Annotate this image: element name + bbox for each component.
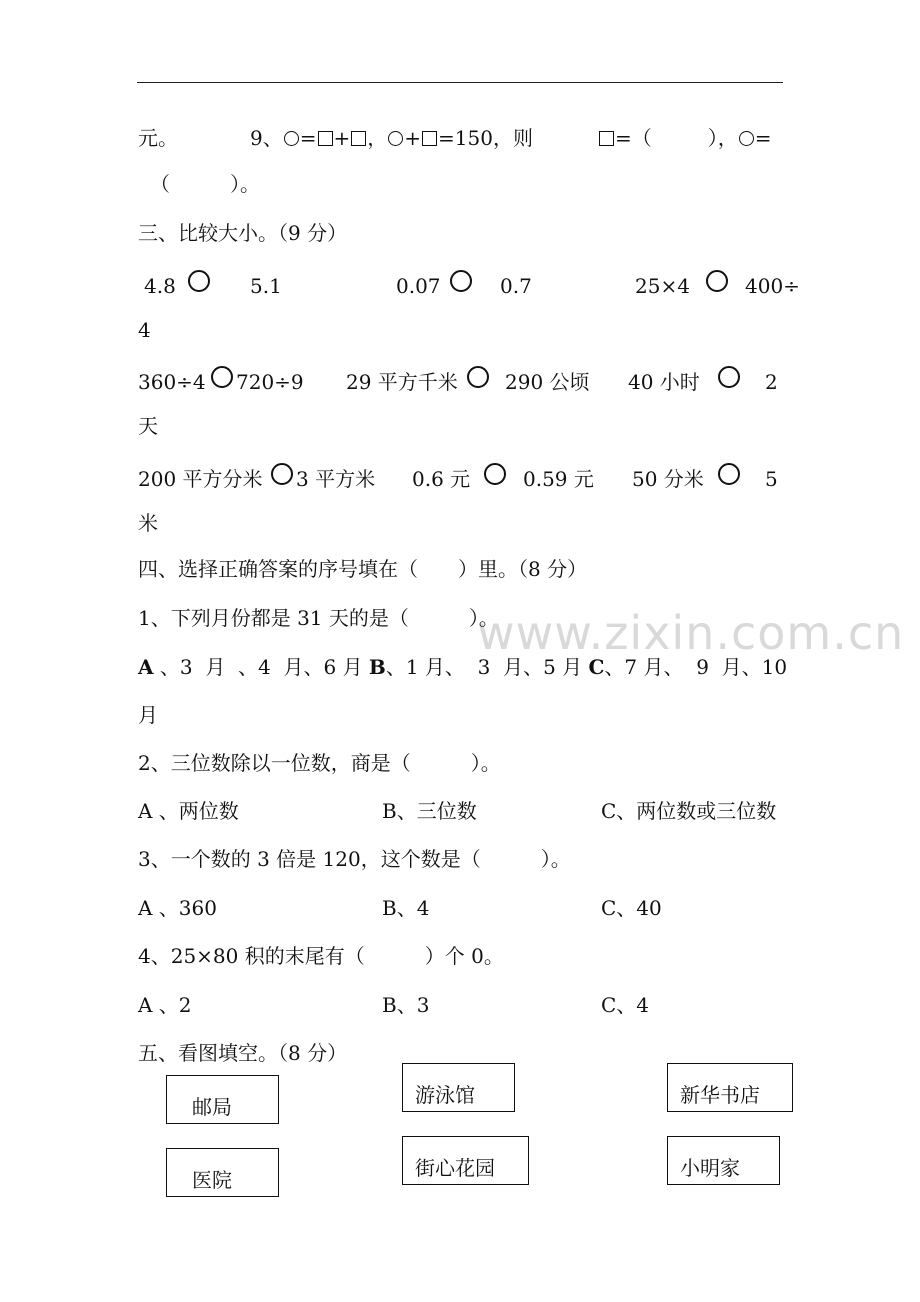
q3-option-b: B、4 <box>382 896 430 920</box>
cmp-r1b-left: 0.07 <box>396 274 441 298</box>
q3-option-c: C、40 <box>601 896 662 920</box>
q9-answer-circle: （ ）。 <box>150 172 260 196</box>
q3-option-a: A 、360 <box>138 896 217 920</box>
q1-option-b-text: 、1 月、 3 月、5 月 <box>385 655 589 679</box>
square-symbol-icon <box>599 131 614 146</box>
q2-option-c: C、两位数或三位数 <box>601 799 777 823</box>
compare-circle[interactable] <box>718 463 740 485</box>
q3-stem: 3、一个数的 3 倍是 120，这个数是（ ）。 <box>138 847 571 871</box>
q4-option-a: A 、2 <box>138 993 192 1017</box>
q4-stem: 4、25×80 积的末尾有（ ）个 0。 <box>138 944 504 968</box>
cmp-r3c-wrap: 米 <box>138 511 158 535</box>
q9-prefix: 元。 <box>138 126 178 150</box>
cmp-r1a-right: 5.1 <box>250 274 282 298</box>
map-box-label: 小明家 <box>680 1156 740 1180</box>
map-box-post-office <box>166 1075 279 1124</box>
q4-option-b: B、3 <box>382 993 430 1017</box>
compare-circle[interactable] <box>188 270 210 292</box>
cmp-r1c-right: 400÷ <box>745 274 800 298</box>
cmp-r3b-left: 0.6 元 <box>412 467 471 491</box>
header-rule <box>137 82 783 83</box>
q1-stem: 1、下列月份都是 31 天的是（ ）。 <box>138 606 499 630</box>
cmp-r3a-right: 3 平方米 <box>296 467 376 491</box>
map-box-hospital <box>166 1148 279 1197</box>
compare-circle[interactable] <box>484 463 506 485</box>
section4-title: 四、选择正确答案的序号填在（ ）里。（8 分） <box>138 557 588 581</box>
cmp-r3a-left: 200 平方分米 <box>138 467 263 491</box>
q1-options <box>138 655 787 679</box>
q9-equation <box>250 126 533 150</box>
map-box-label: 医院 <box>192 1168 232 1192</box>
cmp-r2c-left: 40 小时 <box>628 370 700 394</box>
compare-circle[interactable] <box>718 366 740 388</box>
cmp-r3c-right: 5 <box>765 467 778 491</box>
q9-eq3: = <box>754 126 772 150</box>
map-box-bookstore <box>667 1063 793 1112</box>
q9-label: 9、 <box>250 126 283 150</box>
q9-line <box>138 126 178 150</box>
cmp-r1c-left: 25×4 <box>635 274 690 298</box>
q9-plus2: + <box>404 126 422 150</box>
cmp-r2c-right: 2 <box>765 370 778 394</box>
q9-ans1-open: =（ <box>615 126 652 150</box>
q1-option-c-text: 、7 月、 9 月、10 <box>604 655 788 679</box>
compare-circle[interactable] <box>450 270 472 292</box>
q2-option-b: B、三位数 <box>382 799 477 823</box>
cmp-r3c-left: 50 分米 <box>632 467 704 491</box>
cmp-r2a-left: 360÷4 <box>138 370 206 394</box>
cmp-r2c-wrap: 天 <box>138 414 158 438</box>
cmp-r3b-right: 0.59 元 <box>523 467 594 491</box>
section3-title: 三、比较大小。（9 分） <box>138 221 348 245</box>
q1-option-b-letter: B <box>368 655 386 679</box>
q1-option-c-letter: C <box>588 655 605 679</box>
compare-circle[interactable] <box>467 366 489 388</box>
q1-option-wrap: 月 <box>138 703 158 727</box>
circle-symbol-icon <box>739 131 754 146</box>
circle-symbol-icon <box>284 131 299 146</box>
square-symbol-icon <box>318 131 333 146</box>
cmp-r1c-wrap: 4 <box>138 318 151 342</box>
cmp-r1a-left: 4.8 <box>144 274 176 298</box>
q4-option-c: C、4 <box>601 993 650 1017</box>
q1-option-a-letter: A <box>138 655 154 679</box>
q9-ans1-close: ）， <box>707 126 738 150</box>
q9-sep1: ， <box>367 126 388 150</box>
compare-circle[interactable] <box>706 270 728 292</box>
cmp-r2b-left: 29 平方千米 <box>346 370 458 394</box>
map-box-label: 街心花园 <box>415 1156 495 1180</box>
q1-option-a-text: 、3 月 、4 月、6 月 <box>153 655 369 679</box>
section5-title: 五、看图填空。（8 分） <box>138 1041 348 1065</box>
map-box-garden <box>402 1136 529 1185</box>
q2-option-a: A 、两位数 <box>138 799 239 823</box>
compare-circle[interactable] <box>211 366 233 388</box>
compare-circle[interactable] <box>271 463 293 485</box>
q9-plus1: + <box>333 126 351 150</box>
q9-answer-square <box>598 126 772 150</box>
cmp-r1b-right: 0.7 <box>500 274 532 298</box>
map-box-xiaoming-home <box>667 1136 780 1185</box>
q9-eq1: = <box>299 126 317 150</box>
cmp-r2b-right: 290 公顷 <box>505 370 590 394</box>
square-symbol-icon <box>351 131 366 146</box>
q2-stem: 2、三位数除以一位数，商是（ ）。 <box>138 751 501 775</box>
map-box-label: 新华书店 <box>680 1083 760 1107</box>
square-symbol-icon <box>422 131 437 146</box>
map-box-label: 游泳馆 <box>415 1083 475 1107</box>
cmp-r2a-right: 720÷9 <box>236 370 304 394</box>
map-box-label: 邮局 <box>192 1095 232 1119</box>
q9-eq2: =150，则 <box>438 126 533 150</box>
circle-symbol-icon <box>388 131 403 146</box>
watermark: www.zixin.com.cn <box>477 606 905 660</box>
map-box-swimming-pool <box>402 1063 515 1112</box>
